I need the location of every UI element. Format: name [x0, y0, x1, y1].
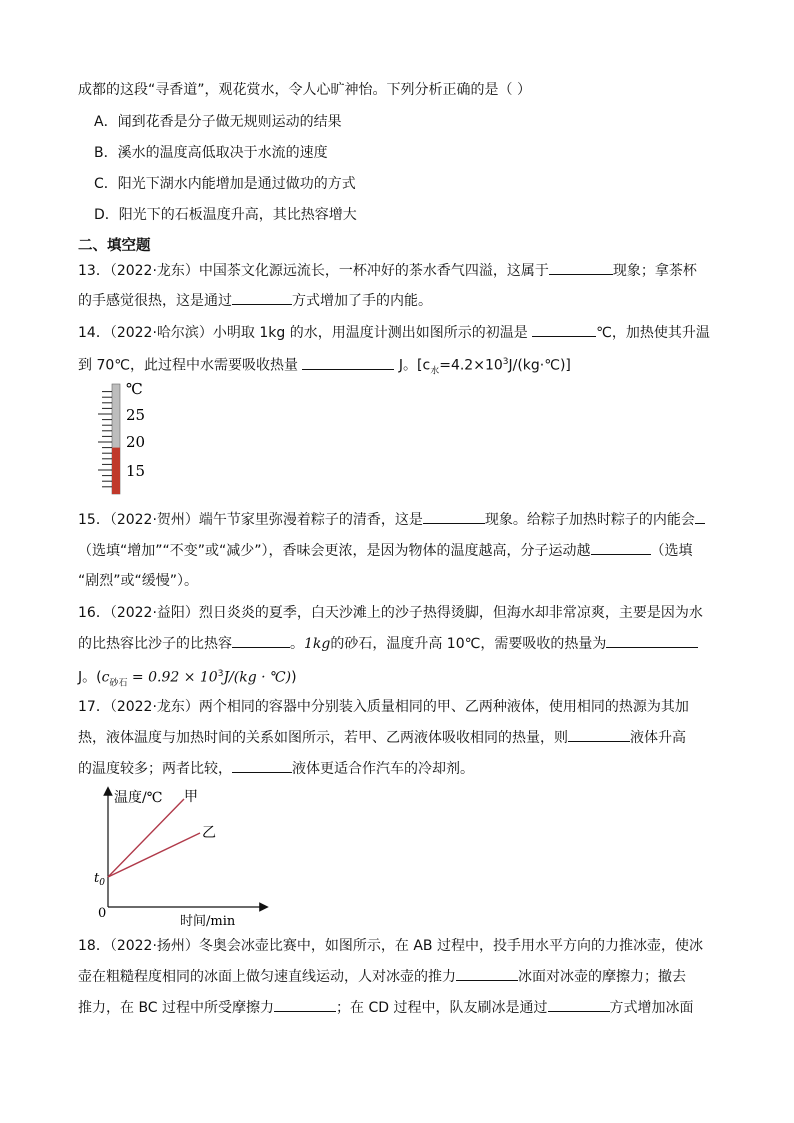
q14-line2: [78, 352, 571, 381]
answer-blank[interactable]: [548, 997, 610, 1012]
q15-text: 15．（2022·贺州）端午节家里弥漫着粽子的清香，这是: [78, 512, 423, 528]
q15-text: （选填“增加”“不变”或“减少”），香味会更浓，是因为物体的温度越高，分子运动越: [78, 543, 591, 559]
thermo-liquid: [112, 448, 120, 494]
q16-sup: 3: [217, 669, 224, 679]
t0-label: $t_0$: [94, 871, 105, 888]
answer-blank[interactable]: [274, 997, 336, 1012]
q16-text: 的比热容比沙子的比热容: [78, 636, 232, 652]
q16-line3: [78, 664, 297, 693]
thermo-unit: ℃: [126, 380, 143, 398]
q14-sub: 水: [430, 366, 440, 377]
line-yi: [108, 833, 200, 877]
q17-text: 的温度较多；两者比较，: [78, 761, 232, 777]
q13-text: 13．（2022·龙东）中国茶文化源远流长，一杯冲好的茶水香气四溢，这属于: [78, 263, 549, 279]
origin-label: 0: [98, 906, 107, 921]
q14-text: ℃，加热使其升温: [596, 325, 710, 341]
q14-text: 14．（2022·哈尔滨）小明取 1kg 的水，用温度计测出如图所示的初温是: [78, 325, 528, 341]
line-yi-label: 乙: [202, 825, 216, 841]
answer-blank[interactable]: [456, 966, 518, 981]
thermometer-figure: [94, 380, 164, 498]
q18-line2: [78, 966, 686, 987]
q15-line2: [78, 540, 693, 561]
q17-text: 热，液体温度与加热时间的关系如图所示，若甲、乙两液体吸收相同的热量，则: [78, 730, 568, 746]
q17-line1: 17．（2022·龙东）两个相同的容器中分别装入质量相同的甲、乙两种液体，使用相同的热源为其加: [78, 699, 689, 715]
line-jia: [108, 799, 184, 877]
q16-sub: 砂石: [109, 678, 128, 689]
q14-line1: [78, 322, 710, 343]
q15-text: （选填: [650, 543, 693, 559]
q18-text: 冰面对冰壶的摩擦力；撤去: [518, 969, 686, 985]
q18-text: 方式增加冰面: [609, 1000, 694, 1016]
q16-formula: c: [101, 669, 110, 686]
q16-text: ): [291, 669, 297, 686]
thermo-label-15: 15: [126, 462, 146, 480]
q13-line2: [78, 290, 432, 311]
q17-line3: [78, 758, 474, 779]
q16-mass: 1kg: [304, 636, 331, 652]
q16-line1: 16．（2022·益阳）烈日炎炎的夏季，白天沙滩上的沙子热得烫脚，但海水却非常凉爽，主要是因为水: [78, 605, 703, 621]
answer-blank[interactable]: [232, 633, 290, 648]
q14-text: 到 70℃，此过程中水需要吸收热量: [78, 357, 298, 374]
x-axis-label: 时间/min: [180, 914, 236, 927]
q13-text: 方式增加了手的内能。: [292, 293, 432, 309]
line-jia-label: 甲: [184, 789, 198, 805]
q14-text: J/(kg·℃)]: [508, 357, 571, 374]
q16-text: J。(: [78, 669, 102, 686]
q12-option-a: A．闻到花香是分子做无规则运动的结果: [94, 114, 342, 130]
q14-text: =4.2×10: [439, 357, 503, 374]
q12-option-d: D．阳光下的石板温度升高，其比热容增大: [94, 207, 357, 223]
q18-line3: [78, 997, 694, 1018]
q18-text: 推力，在 BC 过程中所受摩擦力: [78, 1000, 275, 1016]
q16-text: 。: [290, 636, 304, 652]
q18-text: 壶在粗糙程度相同的冰面上做匀速直线运动，人对冰壶的推力: [78, 969, 456, 985]
answer-blank[interactable]: [302, 355, 394, 370]
q13-text: 现象；拿茶杯: [612, 263, 697, 279]
answer-blank[interactable]: [695, 509, 705, 524]
y-axis-label: 温度/℃: [114, 790, 163, 806]
q15-line3: “剧烈”或“缓慢”）。: [78, 573, 199, 589]
answer-blank[interactable]: [232, 290, 292, 305]
q18-text: ；在 CD 过程中，队友刷冰是通过: [336, 1000, 548, 1016]
q12-option-b: B．溪水的温度高低取决于水流的速度: [94, 145, 328, 161]
answer-blank[interactable]: [532, 322, 596, 337]
q12-option-c: C．阳光下湖水内能增加是通过做功的方式: [94, 176, 356, 192]
answer-blank[interactable]: [549, 260, 613, 275]
q17-text: 液体更适合作汽车的冷却剂。: [292, 761, 474, 777]
q16-formula: = 0.92 × 10: [127, 669, 218, 686]
q13-text: 的手感觉很热，这是通过: [78, 293, 232, 309]
temperature-time-graph: [92, 785, 272, 927]
thermo-label-20: 20: [126, 433, 146, 451]
q12-stem: 成都的这段“寻香道”，观花赏水，令人心旷神怡。下列分析正确的是（ ）: [78, 82, 531, 98]
q15-line1: [78, 509, 705, 530]
section-heading: 二、填空题: [78, 238, 151, 254]
q16-formula: J/(kg · ℃): [223, 669, 292, 686]
q14-text: J。[c: [398, 357, 431, 374]
answer-blank[interactable]: [606, 633, 698, 648]
q13-line1: [78, 260, 697, 281]
q17-text: 液体升高: [630, 730, 686, 746]
q15-text: 现象。给粽子加热时粽子的内能会: [484, 512, 695, 528]
answer-blank[interactable]: [232, 758, 292, 773]
q18-line1: 18．（2022·扬州）冬奥会冰壶比赛中，如图所示，在 AB 过程中，投手用水平方向的力推冰壶，使冰: [78, 938, 703, 954]
q14-sup: 3: [502, 357, 509, 367]
answer-blank[interactable]: [568, 727, 630, 742]
answer-blank[interactable]: [591, 540, 651, 555]
q16-line2: [78, 633, 698, 654]
answer-blank[interactable]: [423, 509, 485, 524]
q16-text: 的砂石，温度升高 10℃，需要吸收的热量为: [330, 636, 607, 652]
thermo-label-25: 25: [126, 406, 146, 424]
q17-line2: [78, 727, 686, 748]
